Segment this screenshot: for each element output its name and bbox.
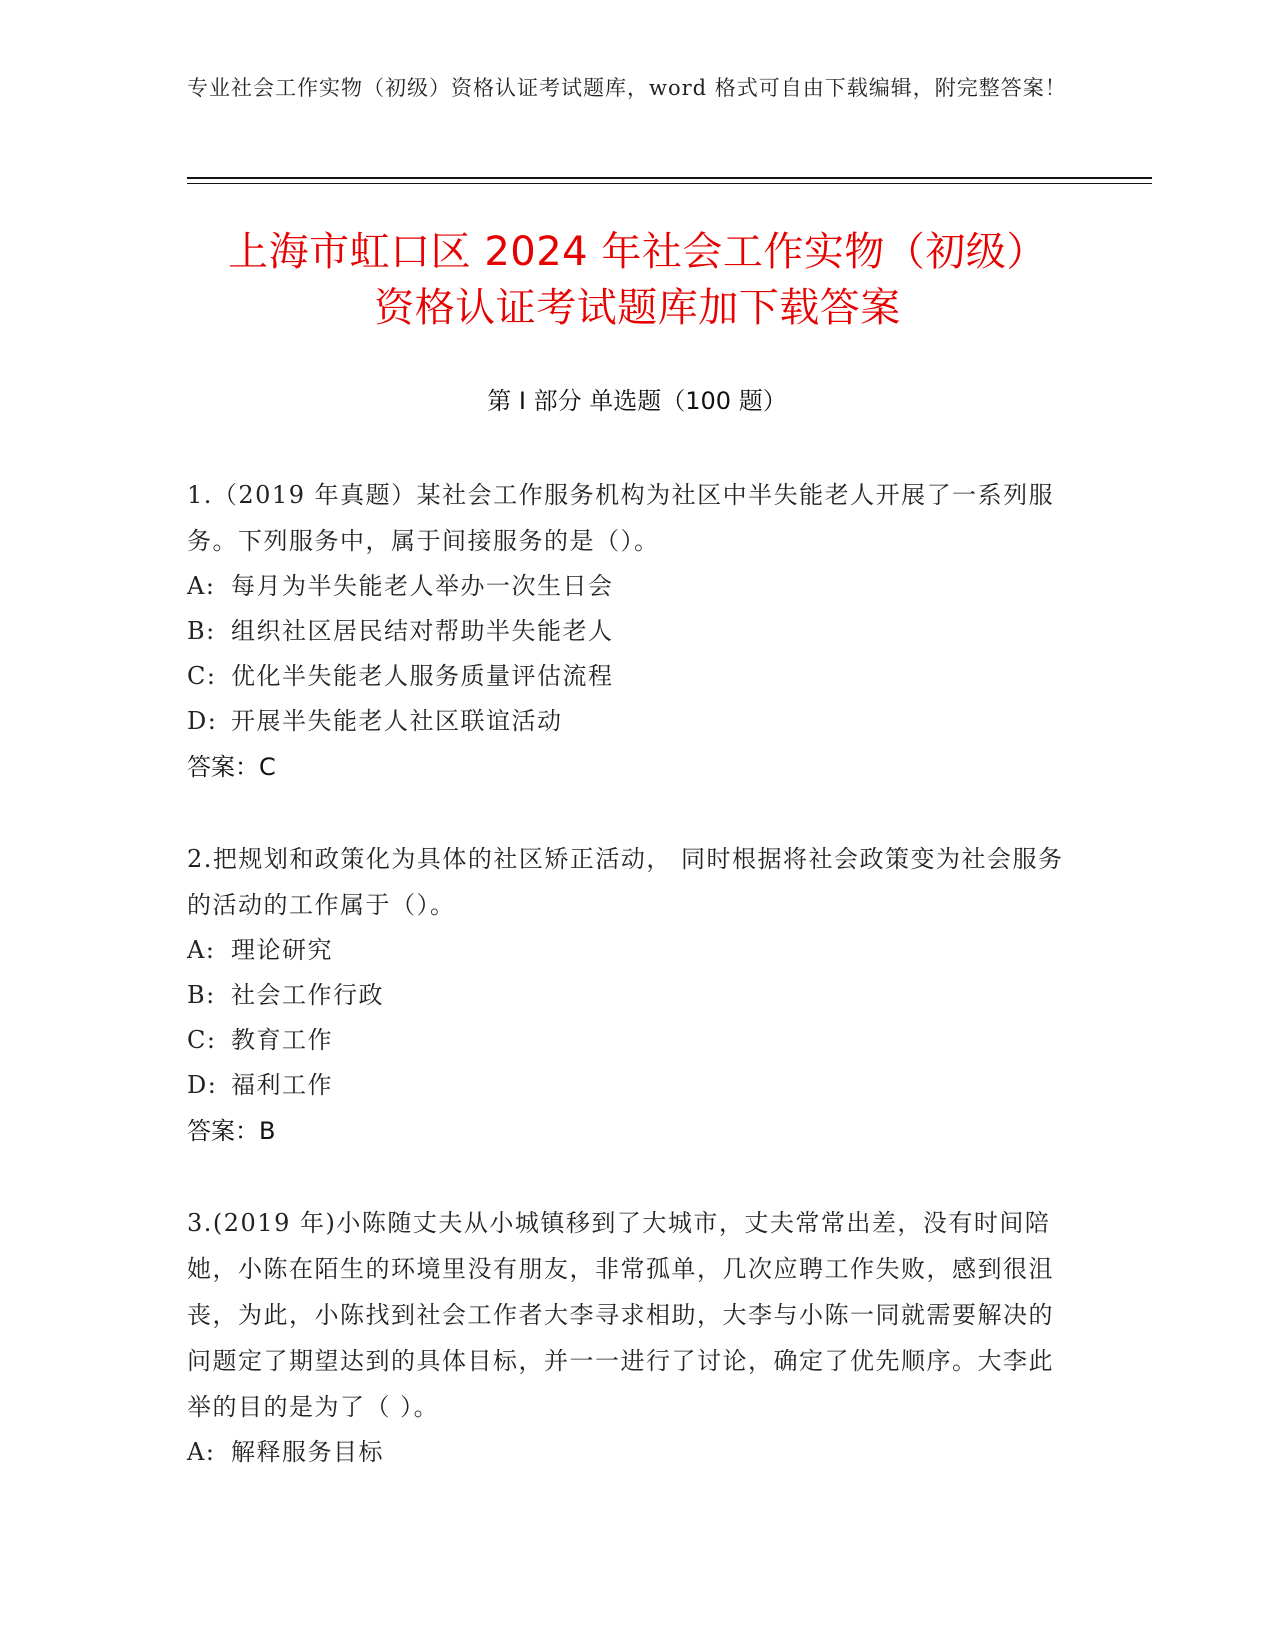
option-key: A:	[187, 1438, 216, 1466]
option-key: C:	[187, 662, 217, 690]
option-a	[187, 928, 1067, 973]
header-divider-thin	[187, 183, 1152, 184]
header-divider-thick	[187, 177, 1152, 179]
answer: 答案：C	[187, 753, 276, 781]
title-line-1: 上海市虹口区 2024 年社会工作实物（初级）	[228, 229, 1047, 275]
option-text: 开展半失能老人社区联谊活动	[231, 707, 563, 735]
option-key: B:	[187, 617, 216, 645]
question-stem: 2.把规划和政策化为具体的社区矫正活动， 同时根据将社会政策变为社会服务的活动的工作属于（）。	[187, 845, 1064, 919]
option-text: 福利工作	[231, 1071, 333, 1099]
question-stem: 3.(2019 年)小陈随丈夫从小城镇移到了大城市，丈夫常常出差，没有时间陪她，小陈在陌生的环境里没有朋友，非常孤单，几次应聘工作失败，感到很沮丧，为此，小陈找到社会工作者大李寻求相助，大李与小陈一同就需要解决的问题定了期望达到的具体目标，并一一进行了讨论，确定了优先顺序。大李此举的目的是为了（ ）。	[187, 1209, 1054, 1421]
option-b	[187, 609, 1067, 654]
option-key: D:	[187, 707, 218, 735]
option-key: B:	[187, 981, 216, 1009]
answer: 答案：B	[187, 1117, 276, 1145]
document-title	[150, 224, 1125, 336]
title-line-2: 资格认证考试题库加下载答案	[374, 285, 901, 331]
option-text: 组织社区居民结对帮助半失能老人	[231, 617, 614, 645]
question-stem: 1.（2019 年真题）某社会工作服务机构为社区中半失能老人开展了一系列服务。下列服务中，属于间接服务的是（）。	[187, 481, 1055, 555]
option-c	[187, 1018, 1067, 1063]
option-a	[187, 564, 1067, 609]
question-2	[187, 836, 1067, 1154]
header-note: 专业社会工作实物（初级）资格认证考试题库，word 格式可自由下载编辑，附完整答案！	[187, 76, 1067, 100]
option-text: 教育工作	[231, 1026, 333, 1054]
option-text: 社会工作行政	[231, 981, 384, 1009]
option-key: D:	[187, 1071, 218, 1099]
option-key: A:	[187, 936, 216, 964]
option-key: A:	[187, 572, 216, 600]
question-3	[187, 1200, 1067, 1475]
option-text: 优化半失能老人服务质量评估流程	[231, 662, 614, 690]
option-d	[187, 1063, 1067, 1108]
option-key: C:	[187, 1026, 217, 1054]
option-a	[187, 1430, 1067, 1475]
option-b	[187, 973, 1067, 1018]
option-text: 理论研究	[231, 936, 333, 964]
question-1	[187, 472, 1067, 790]
section-title: 第 I 部分 单选题（100 题）	[487, 387, 787, 415]
option-text: 解释服务目标	[231, 1438, 384, 1466]
option-c	[187, 654, 1067, 699]
option-d	[187, 699, 1067, 744]
option-text: 每月为半失能老人举办一次生日会	[231, 572, 614, 600]
